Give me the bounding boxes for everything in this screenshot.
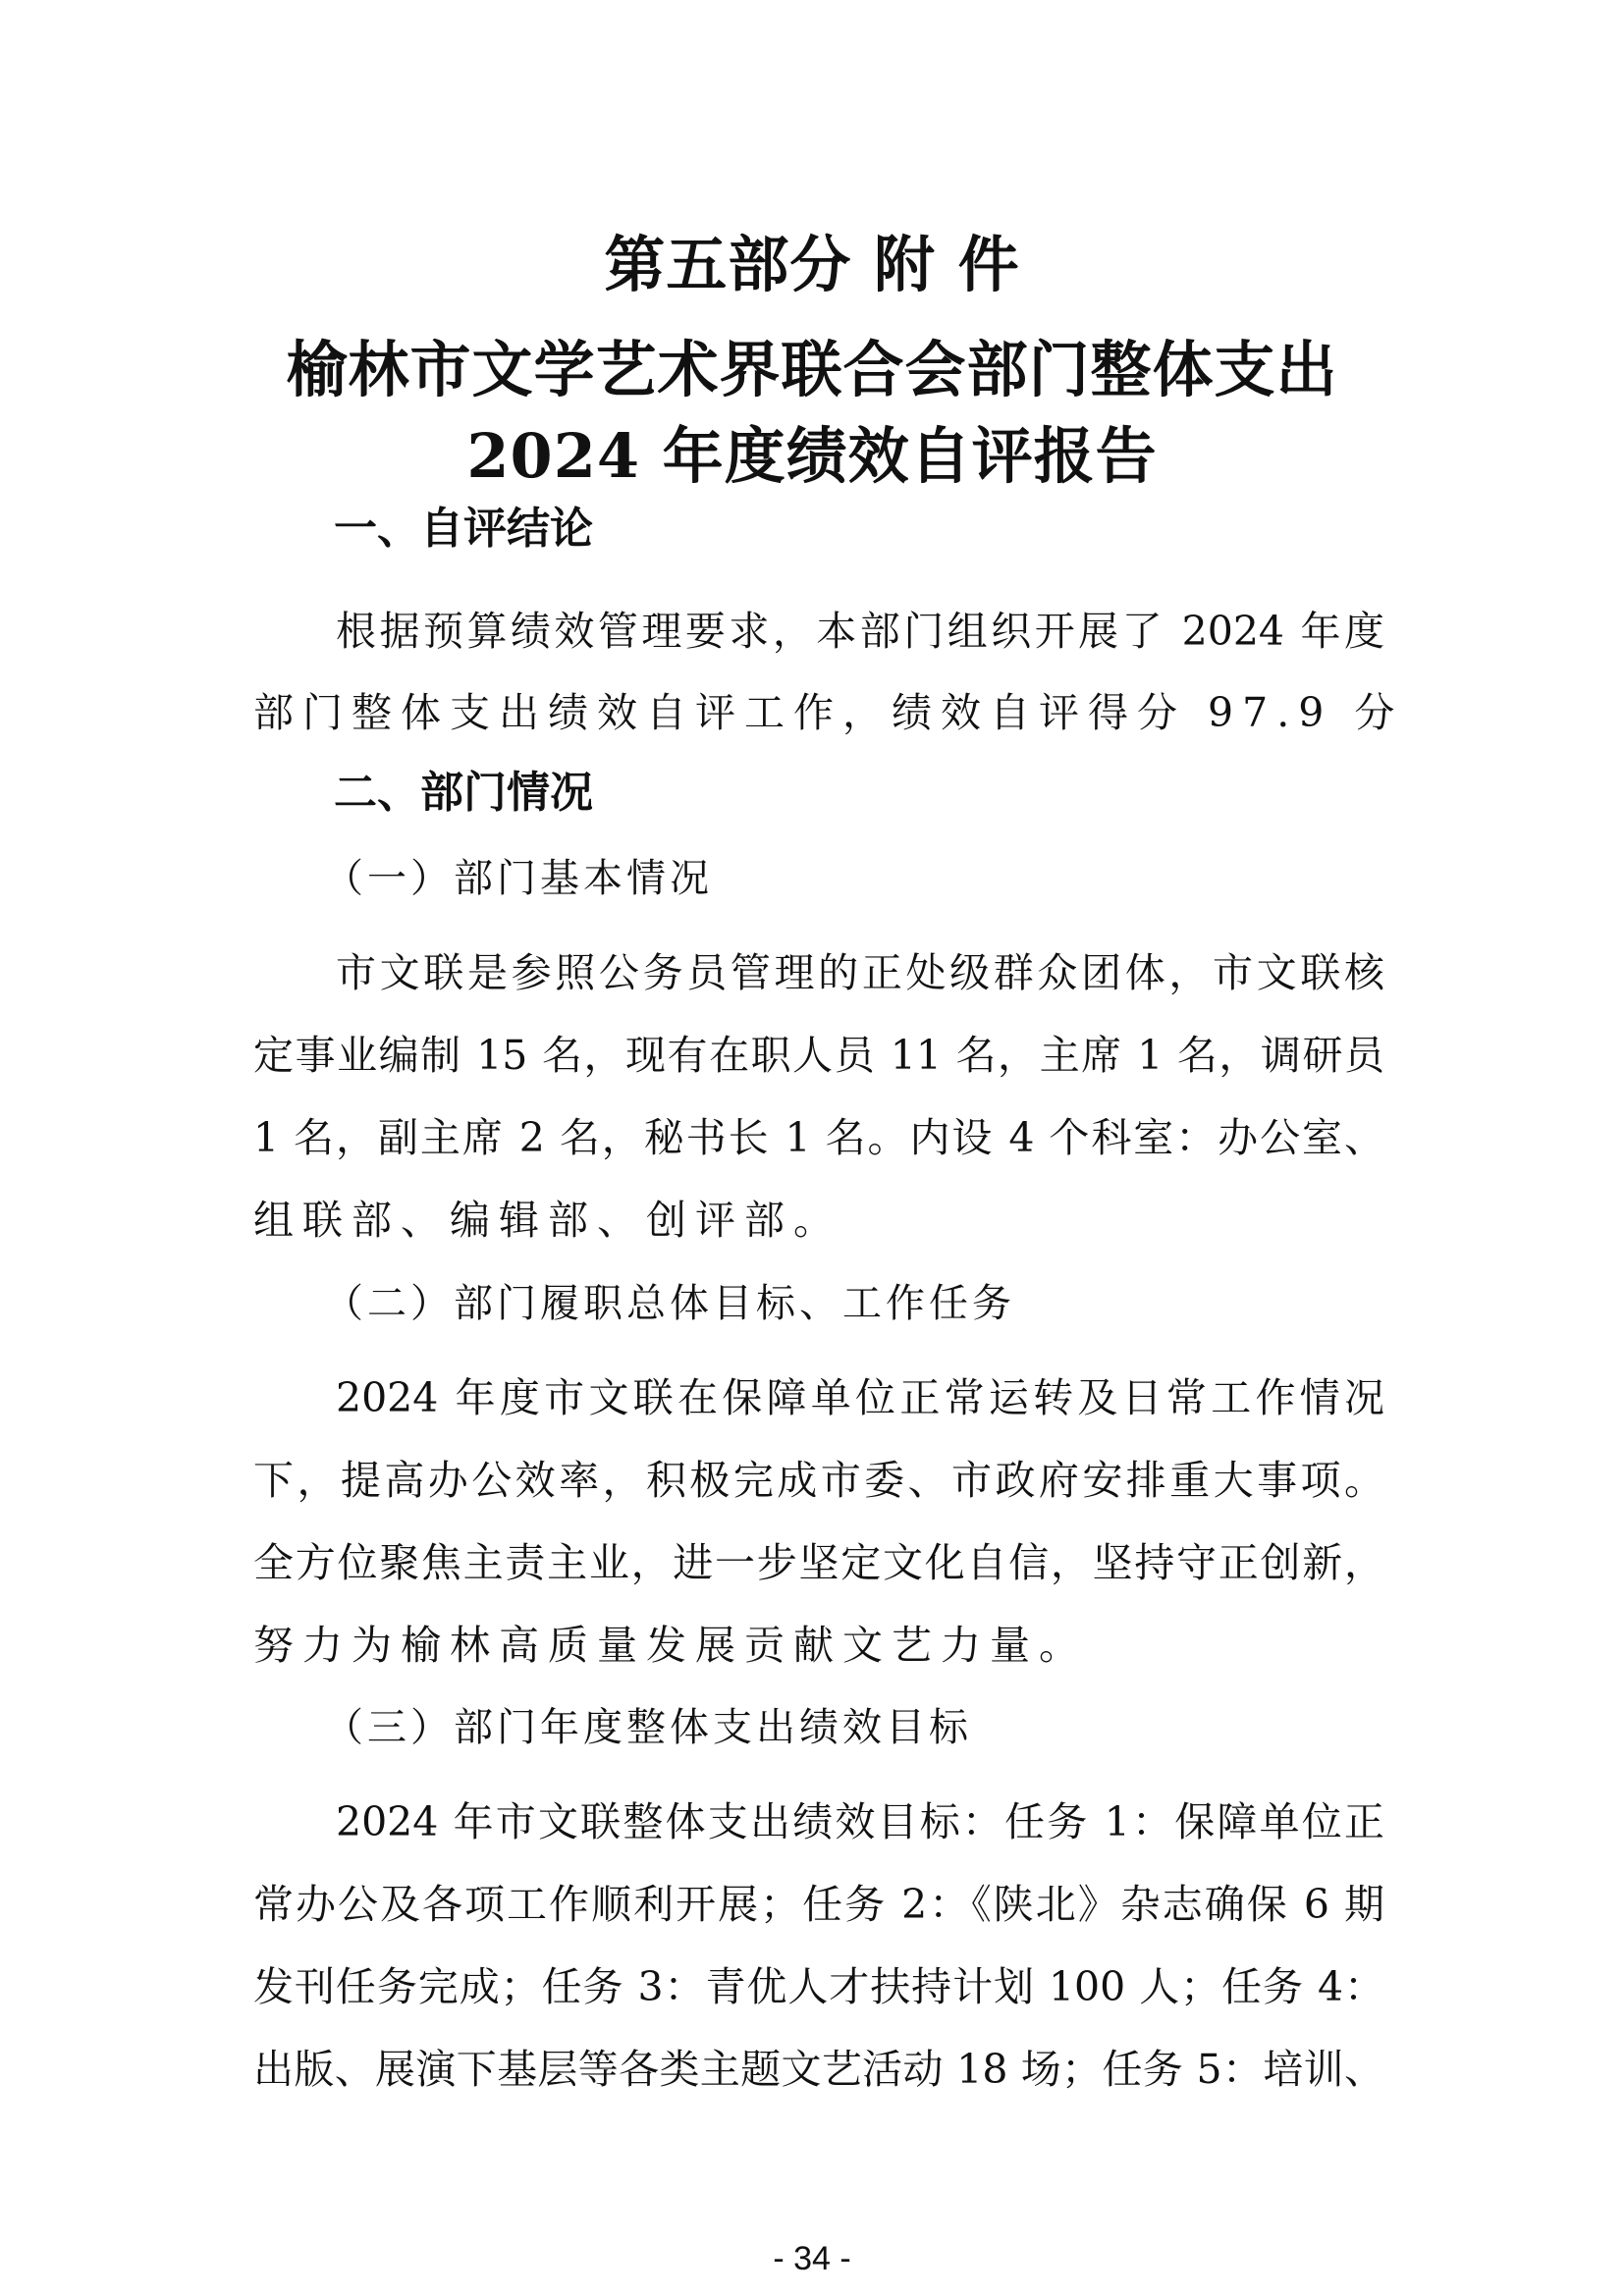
subsection-heading-targets: （三）部门年度整体支出绩效目标 bbox=[324, 1705, 972, 1750]
section-heading-department: 二、部门情况 bbox=[334, 768, 593, 818]
paragraph-line: 全方位聚焦主责主业，进一步坚定文化自信，坚持守正创新， bbox=[253, 1539, 1384, 1586]
paragraph-line: 常办公及各项工作顺利开展；任务 2：《陕北》杂志确保 6 期 bbox=[253, 1881, 1384, 1928]
paragraph-line: 发刊任务完成；任务 3：青优人才扶持计划 100 人；任务 4： bbox=[253, 1963, 1384, 2010]
subsection-heading-goals: （二）部门履职总体目标、工作任务 bbox=[324, 1281, 1015, 1326]
paragraph-line: 努力为榆林高质量发展贡献文艺力量。 bbox=[253, 1622, 1088, 1669]
page-number: - 34 - bbox=[773, 2240, 851, 2277]
subsection-heading-basic: （一）部门基本情况 bbox=[324, 856, 713, 901]
paragraph-line: 2024 年市文联整体支出绩效目标：任务 1：保障单位正 bbox=[336, 1798, 1384, 1845]
paragraph-line: 组联部、编辑部、创评部。 bbox=[253, 1197, 842, 1244]
paragraph-line: 部门整体支出绩效自评工作，绩效自评得分 97.9 分 bbox=[253, 689, 1404, 736]
paragraph-line: 根据预算绩效管理要求，本部门组织开展了 2024 年度 bbox=[336, 608, 1384, 655]
paragraph-line: 定事业编制 15 名，现有在职人员 11 名，主席 1 名，调研员 bbox=[253, 1032, 1384, 1079]
report-title-line-2: 2024 年度绩效自评报告 bbox=[466, 420, 1158, 492]
paragraph-line: 1 名，副主席 2 名，秘书长 1 名。内设 4 个科室：办公室、 bbox=[253, 1114, 1384, 1161]
paragraph-line: 下，提高办公效率，积极完成市委、市政府安排重大事项。 bbox=[253, 1457, 1384, 1504]
paragraph-line: 2024 年度市文联在保障单位正常运转及日常工作情况 bbox=[336, 1374, 1384, 1421]
section-heading-conclusion: 一、自评结论 bbox=[334, 504, 593, 554]
paragraph-line: 出版、展演下基层等各类主题文艺活动 18 场；任务 5：培训、 bbox=[253, 2046, 1384, 2093]
part-title: 第五部分 附 件 bbox=[604, 229, 1020, 300]
paragraph-line: 市文联是参照公务员管理的正处级群众团体，市文联核 bbox=[336, 949, 1384, 996]
report-title-line-1: 榆林市文学艺术界联合会部门整体支出 bbox=[286, 334, 1338, 405]
